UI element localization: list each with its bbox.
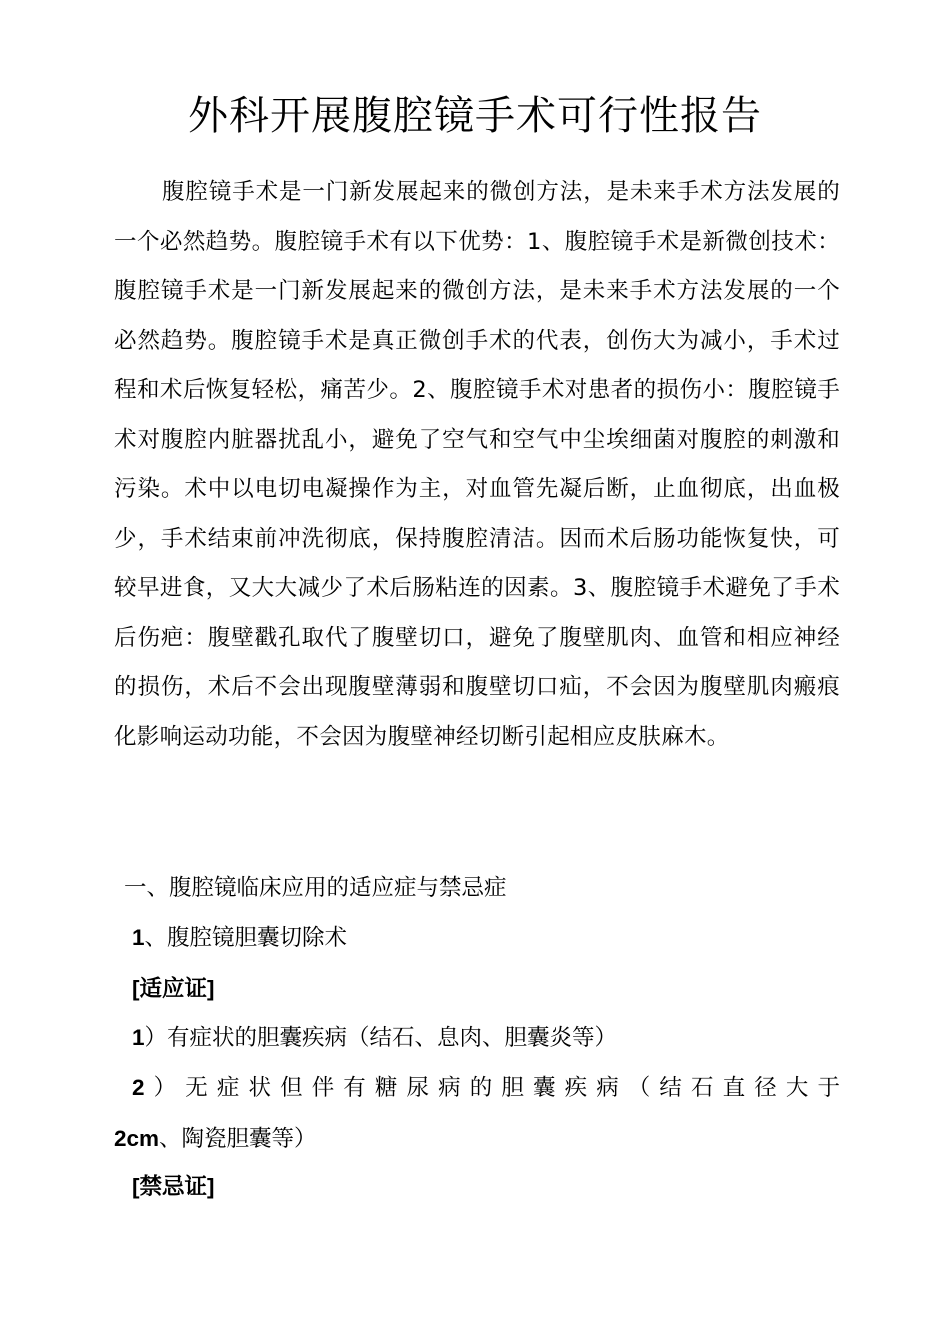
indication-2-text-b: 、陶瓷胆囊等）	[159, 1125, 317, 1152]
indication-item-2	[114, 1063, 840, 1164]
indications-label-text: [适应证]	[132, 976, 215, 1001]
indication-2-text-a: ）无症状但伴有糖尿病的胆囊疾病（结石直径大于	[144, 1075, 840, 1101]
section-heading: 一、腹腔镜临床应用的适应症与禁忌症	[124, 875, 507, 901]
indication-1-number: 1	[132, 1025, 145, 1050]
indication-2-value: 2cm	[114, 1125, 160, 1151]
intro-paragraph: 腹腔镜手术是一门新发展起来的微创方法，是未来手术方法发展的一个必然趋势。腹腔镜手术有以下优势：1、腹腔镜手术是新微创技术：腹腔镜手术是一门新发展起来的微创方法，是未来手术方法发展的一个必然趋势。腹腔镜手术是真正微创手术的代表，创伤大为减小，手术过程和术后恢复轻松，痛苦少。2、腹腔镜手术对患者的损伤小：腹腔镜手术对腹腔内脏器扰乱小，避免了空气和空气中尘埃细菌对腹腔的刺激和污染。术中以电切电凝操作为主，对血管先凝后断，止血彻底，出血极少，手术结束前冲洗彻底，保持腹腔清洁。因而术后肠功能恢复快，可较早进食，又大大减少了术后肠粘连的因素。3、腹腔镜手术避免了手术后伤疤：腹壁戳孔取代了腹壁切口，避免了腹壁肌肉、血管和相应神经的损伤，术后不会出现腹壁薄弱和腹壁切口疝，不会因为腹壁肌肉瘢痕化影响运动功能，不会因为腹壁神经切断引起相应皮肤麻木。	[114, 179, 840, 750]
indication-2-number: 2	[132, 1075, 145, 1100]
contraindications-label-text: [禁忌证]	[132, 1174, 215, 1199]
contraindications-label	[132, 1162, 215, 1213]
indications-label	[132, 964, 215, 1015]
indication-item-1	[132, 1013, 617, 1064]
subsection-heading	[132, 913, 347, 964]
subsection-title: 、腹腔镜胆囊切除术	[144, 925, 348, 951]
subsection-number: 1	[132, 925, 145, 950]
indication-1-text: ）有症状的胆囊疾病（结石、息肉、胆囊炎等）	[144, 1025, 618, 1051]
document-title: 外科开展腹腔镜手术可行性报告	[188, 93, 762, 139]
